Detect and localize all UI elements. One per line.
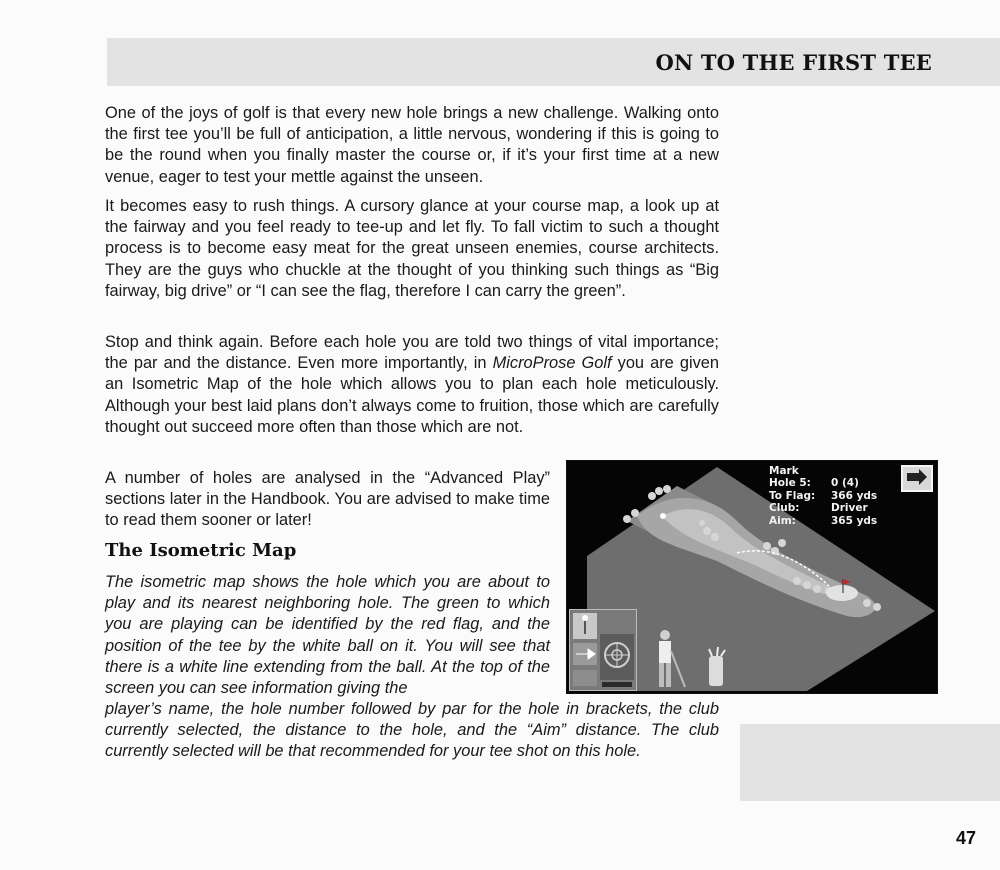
hud-value: 366 yds: [831, 489, 878, 502]
hud-row-club: [769, 502, 877, 514]
hud-row-hole: [769, 477, 877, 489]
paragraph-think: [105, 332, 719, 438]
section-heading: The Isometric Map: [105, 540, 297, 561]
hole-info-readout: [769, 465, 877, 527]
paragraph-think-end: you are given an Isometric Map of the hole which allows you to plan each hole meticulously. Although your best laid plans don’t always come to fruition, those which are carefully thought out succeed more often than those which are not.: [105, 354, 720, 436]
hud-label: To Flag:: [769, 489, 816, 502]
hud-value: 0 (4): [831, 477, 859, 490]
tee-ball: [660, 513, 666, 519]
paragraph-advanced-play: A number of holes are analysed in the “Advanced Play” sections later in the Handbook. You are advised to make time to read them sooner or later!: [105, 469, 550, 530]
page-title: ON TO THE FIRST TEE: [655, 50, 932, 75]
hud-value: 365 yds: [831, 514, 878, 527]
hud-row-aim: [769, 515, 877, 527]
hud-label: Club:: [769, 502, 800, 515]
hud-label: Aim:: [769, 514, 796, 527]
hud-row-to-flag: [769, 490, 877, 502]
isometric-map-screenshot: [566, 460, 938, 694]
green: [826, 585, 858, 601]
golf-bag-icon: [709, 647, 725, 686]
paragraph-rush: It becomes easy to rush things. A cursory glance at your course map, a look up at the fairway and you feel ready to tee-up and let fly. To fall victim to such a thought process is to become easy meat for the great unseen enemies, course architects. They are the guys who chuckle at the thought of you thinking such things as “Big fairway, big drive” or “I can see the flag, therefore I can carry the green”.: [105, 197, 719, 300]
game-title: MicroProse Golf: [492, 354, 612, 373]
player-name: Mark: [769, 465, 799, 477]
section-body-narrow: The isometric map shows the hole which you are about to play and its nearest neighboring hole. The green to which you are playing can be identified by the red flag, and the position of the tee by the white ball on it. You will see that there is a white line extending from the ball. At the top of the screen you can see information giving the: [105, 573, 550, 698]
control-panel: [569, 609, 637, 691]
hud-label: Hole 5:: [769, 477, 811, 490]
rotate-view-button[interactable]: [901, 465, 933, 492]
section-body-wide: player’s name, the hole number followed by par for the hole in brackets, the club currently selected, the distance to the hole, and the “Aim” distance. The club currently selected will be that recommended for your tee shot on this hole.: [105, 700, 719, 761]
hud-value: Driver: [831, 502, 868, 515]
paragraph-intro: One of the joys of golf is that every new hole brings a new challenge. Walking onto the first tee you’ll be full of anticipation, a little nervous, wondering if this is going to be the round when you finally master the course or, if it’s your first time at a new venue, eager to test your mettle against the unseen.: [105, 104, 719, 186]
page-number: 47: [955, 828, 976, 848]
rotate-arrow-icon: [903, 467, 931, 490]
paragraph-think-start: Stop and think again. Before each hole you are told two things of vital importance; the par and the distance. Even more importantly, in: [105, 333, 719, 373]
sidebar-gray-box: [740, 724, 1000, 801]
